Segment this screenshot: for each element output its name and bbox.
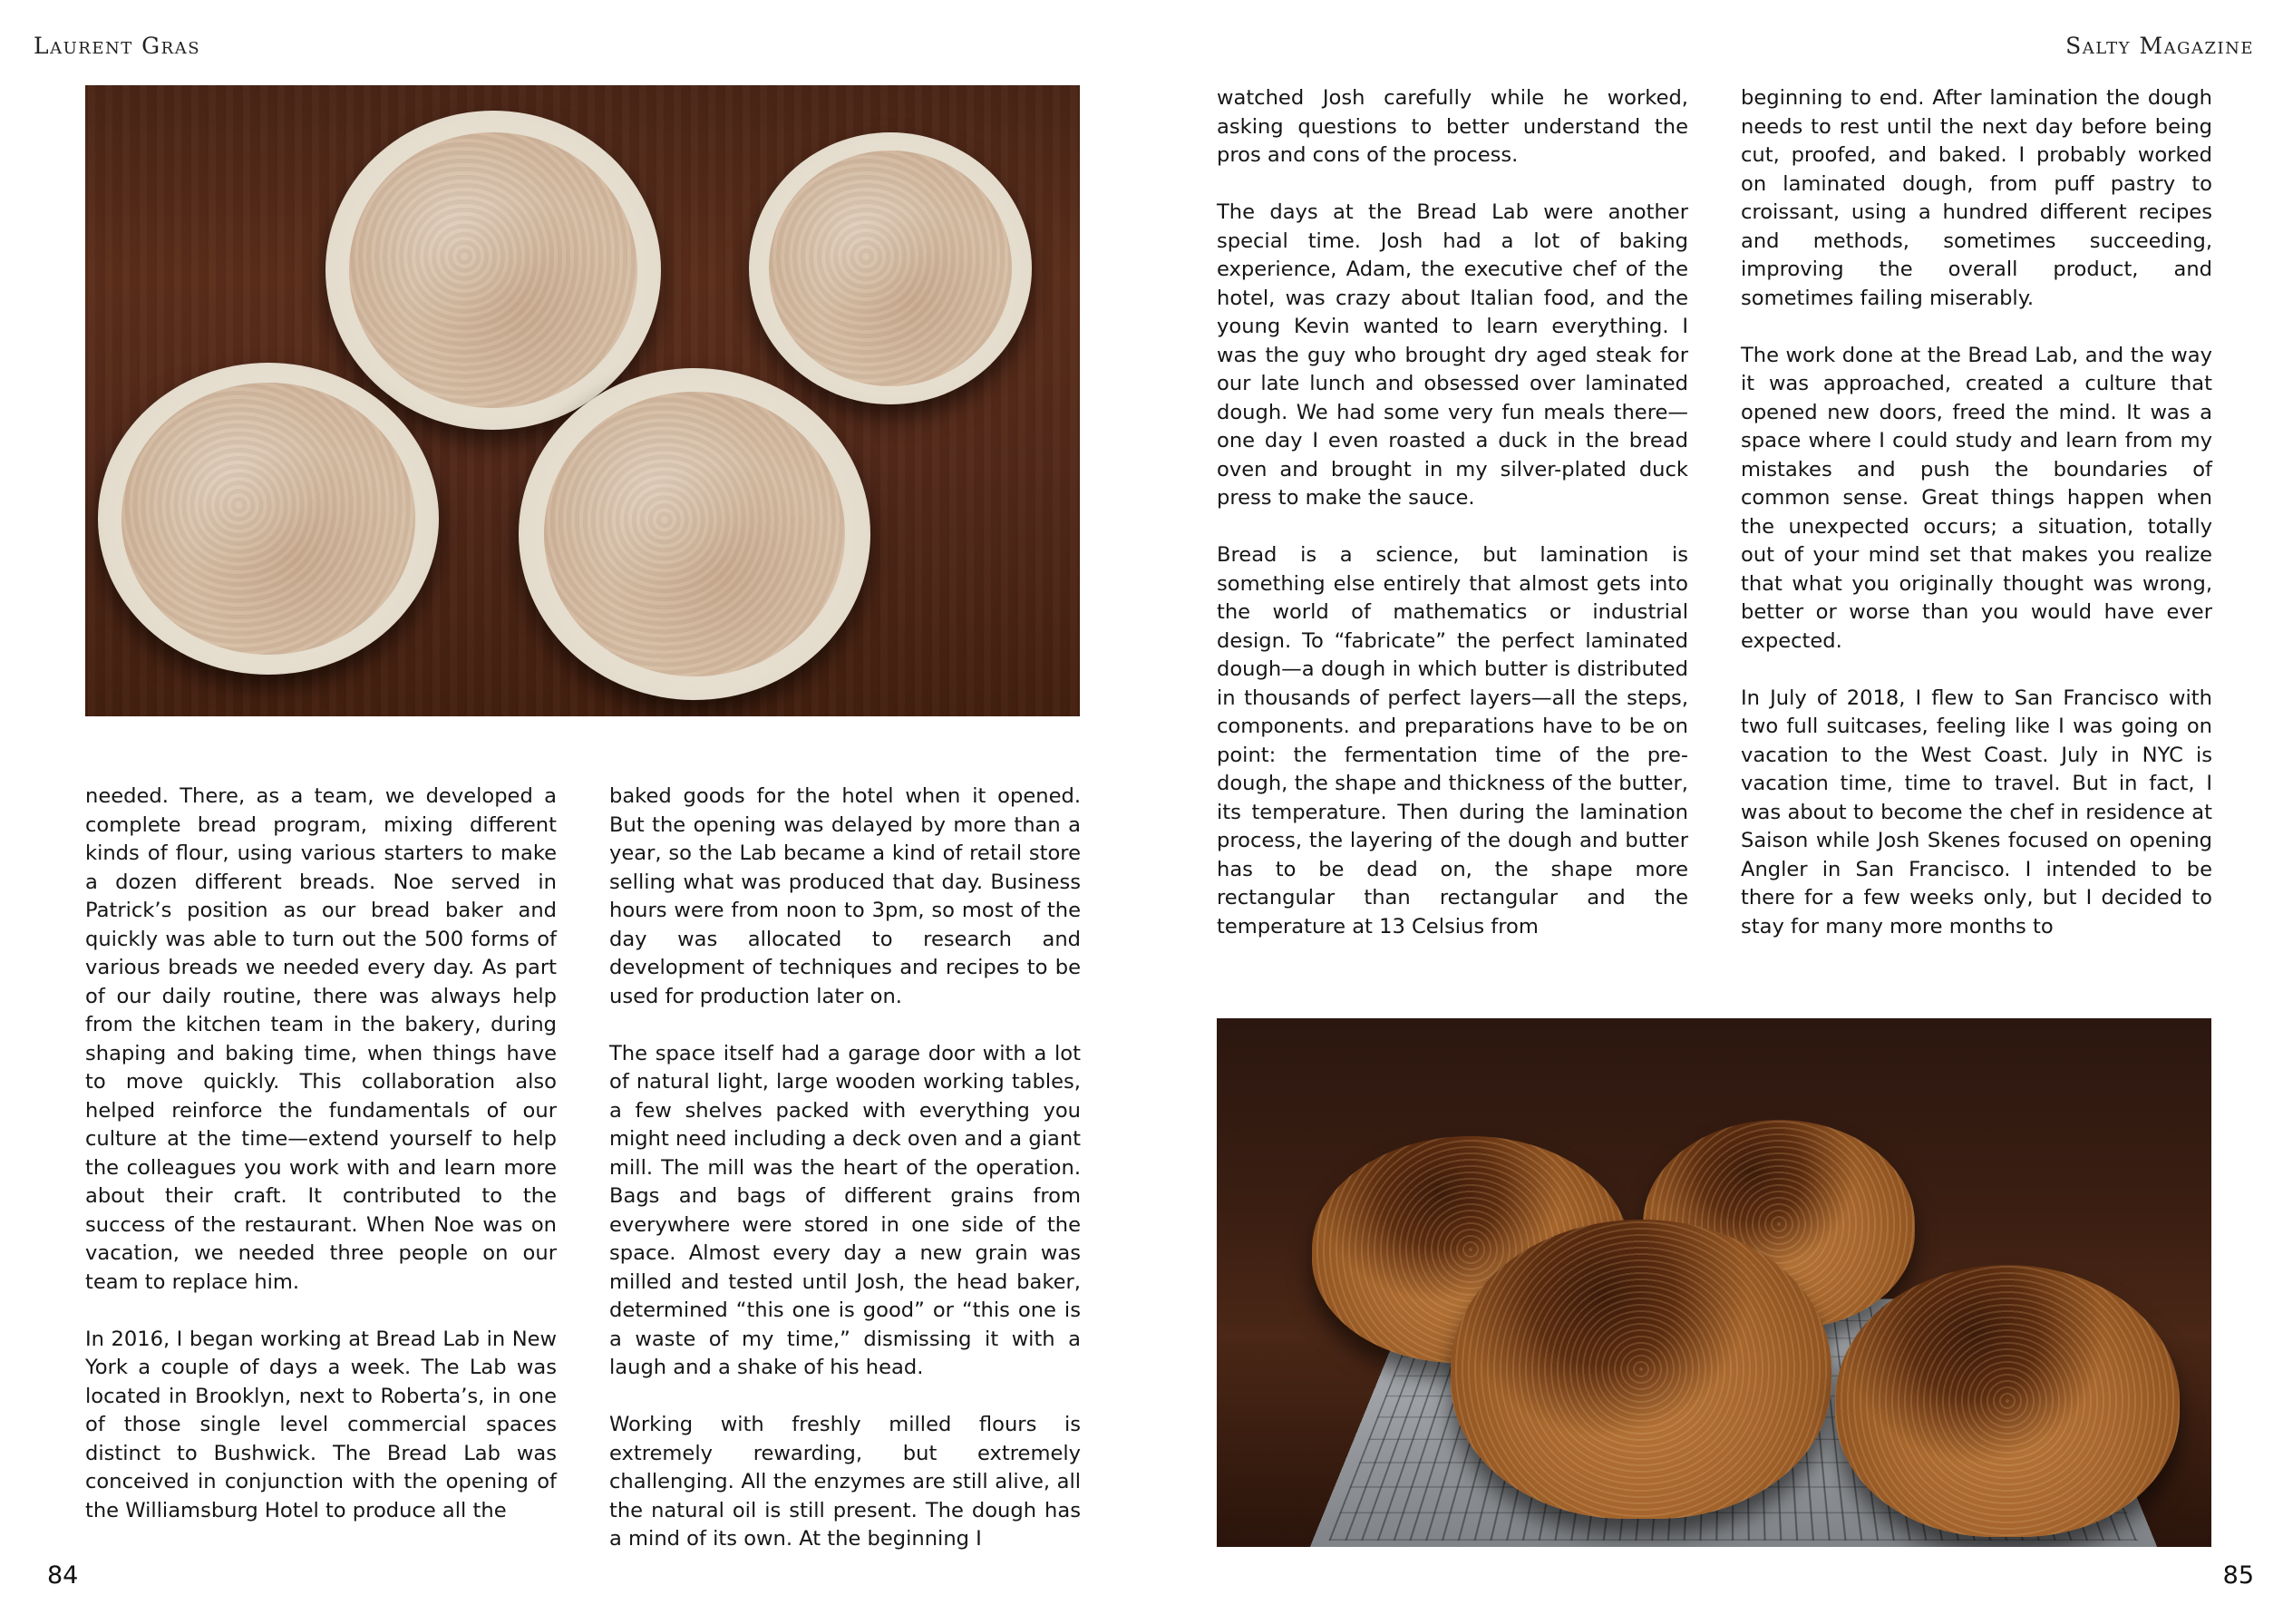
paragraph: In 2016, I began working at Bread Lab in New York a couple of days a week. The Lab was located in Brooklyn, next to Roberta’s, in one of those single level commercial spaces distinct to Bushwick. The Bread Lab was conceived in conjunction with the opening of the Williamsburg Hotel to produce all the — [85, 1327, 557, 1522]
paragraph: beginning to end. After lamination the dough needs to rest until the next day before being cut, proofed, and baked. I probably worked on laminated dough, from puff pastry to croissant, using a hundred different recipes and methods, sometimes succeeding, improving the overall product, and sometimes failing miserably. — [1741, 86, 2212, 310]
article-column-4 — [1741, 84, 2212, 941]
bread-loaf — [1835, 1265, 2180, 1537]
dough-round — [349, 132, 637, 408]
proofing-basket — [98, 363, 439, 675]
sourdough-loaves-photo — [1217, 1018, 2211, 1547]
bread-loaf — [1451, 1220, 1831, 1519]
proofing-basket — [749, 132, 1032, 404]
proofing-basket — [519, 368, 870, 700]
paragraph: Working with freshly milled flours is extremely rewarding, but extremely challenging. All the enzymes are still alive, all the natural oil is still present. The dough has a mind of its own. At the beginning I — [609, 1413, 1081, 1551]
article-column-3 — [1217, 84, 1688, 941]
dough-round — [121, 383, 415, 655]
article-column-2 — [609, 783, 1081, 1554]
paragraph: The days at the Bread Lab were another special time. Josh had a lot of baking experience, Adam, the executive chef of the hotel, was crazy about Italian food, and the young Kevin wanted to learn everything. I was the guy who brought dry aged steak for our late lunch and obsessed over laminated dough. We had some very fun meals there—one day I even roasted a duck in the bread oven and brought in my silver-plated duck press to make the sauce. — [1217, 200, 1688, 510]
page-number: 85 — [2222, 1561, 2254, 1590]
magazine-running-head: Salty Magazine — [2065, 33, 2254, 59]
paragraph: The space itself had a garage door with a lot of natural light, large wooden working tables, a few shelves packed with everything you might need including a deck oven and a giant mill. The mill was the heart of the operation. Bags and bags of different grains from everywhere were stored in one side of the space. Almost every day a new grain was milled and tested until Josh, the head baker, determined “this one is good” or “this one is a waste of my time,” dismissing it with a laugh and a shake of his head. — [609, 1041, 1081, 1379]
paragraph: baked goods for the hotel when it opened. But the opening was delayed by more than a year, so the Lab became a kind of retail store selling what was produced that day. Business hours were from noon to 3pm, so most of the day was allocated to research and development of techniques and recipes to be used for production later on. — [609, 784, 1081, 1008]
paragraph: watched Josh carefully while he worked, asking questions to better understand the pros and cons of the process. — [1217, 86, 1688, 167]
page-number: 84 — [47, 1561, 79, 1590]
author-running-head: Laurent Gras — [34, 33, 201, 59]
dough-round — [769, 151, 1012, 386]
paragraph: The work done at the Bread Lab, and the way it was approached, created a culture that opened new doors, freed the mind. It was a space where I could study and learn from my mistakes and push the boundaries of common sense. Great things happen when the unexpected occurs; a situation, totally out of your mind set that makes you realize that what you originally thought was wrong, better or worse than you would have ever expected. — [1741, 343, 2212, 653]
proofing-basket — [325, 111, 661, 430]
paragraph: In July of 2018, I flew to San Francisco with two full suitcases, feeling like I was going on vacation to the West Coast. July in NYC is vacation time, time to travel. But in fact, I was about to become the chef in residence at Saison while Josh Skenes focused on opening Angler in San Francisco. I intended to be there for a few weeks only, but I decided to stay for many more months to — [1741, 686, 2212, 938]
paragraph: needed. There, as a team, we developed a complete bread program, mixing different kinds of flour, using various starters to make a dozen different breads. Noe served in Patrick’s position as our bread baker and quickly was able to turn out the 500 forms of various breads we needed every day. As part of our daily routine, there was always help from the kitchen team in the bakery, during shaping and baking time, when things have to move quickly. This collaboration also helped reinforce the fundamentals of our culture at the time—extend yourself to help the colleagues you work with and learn more about their craft. It contributed to the success of the restaurant. When Noe was on vacation, we needed three people on our team to replace him. — [85, 784, 557, 1294]
dough-round — [544, 392, 845, 676]
paragraph: Bread is a science, but lamination is something else entirely that almost gets into the world of mathematics or industrial design. To “fabricate” the perfect laminated dough—a dough in which butter is distributed in thousands of perfect layers—all the steps, components. and preparations have to be on point: the fermentation time of the pre-dough, the shape and thickness of the butter, its temperature. Then during the lamination process, the layering of the dough and butter has to be dead on, the shape more rectangular than rectangular and the temperature at 13 Celsius from — [1217, 543, 1688, 938]
proofing-baskets-photo — [85, 85, 1080, 716]
article-column-1 — [85, 783, 557, 1525]
